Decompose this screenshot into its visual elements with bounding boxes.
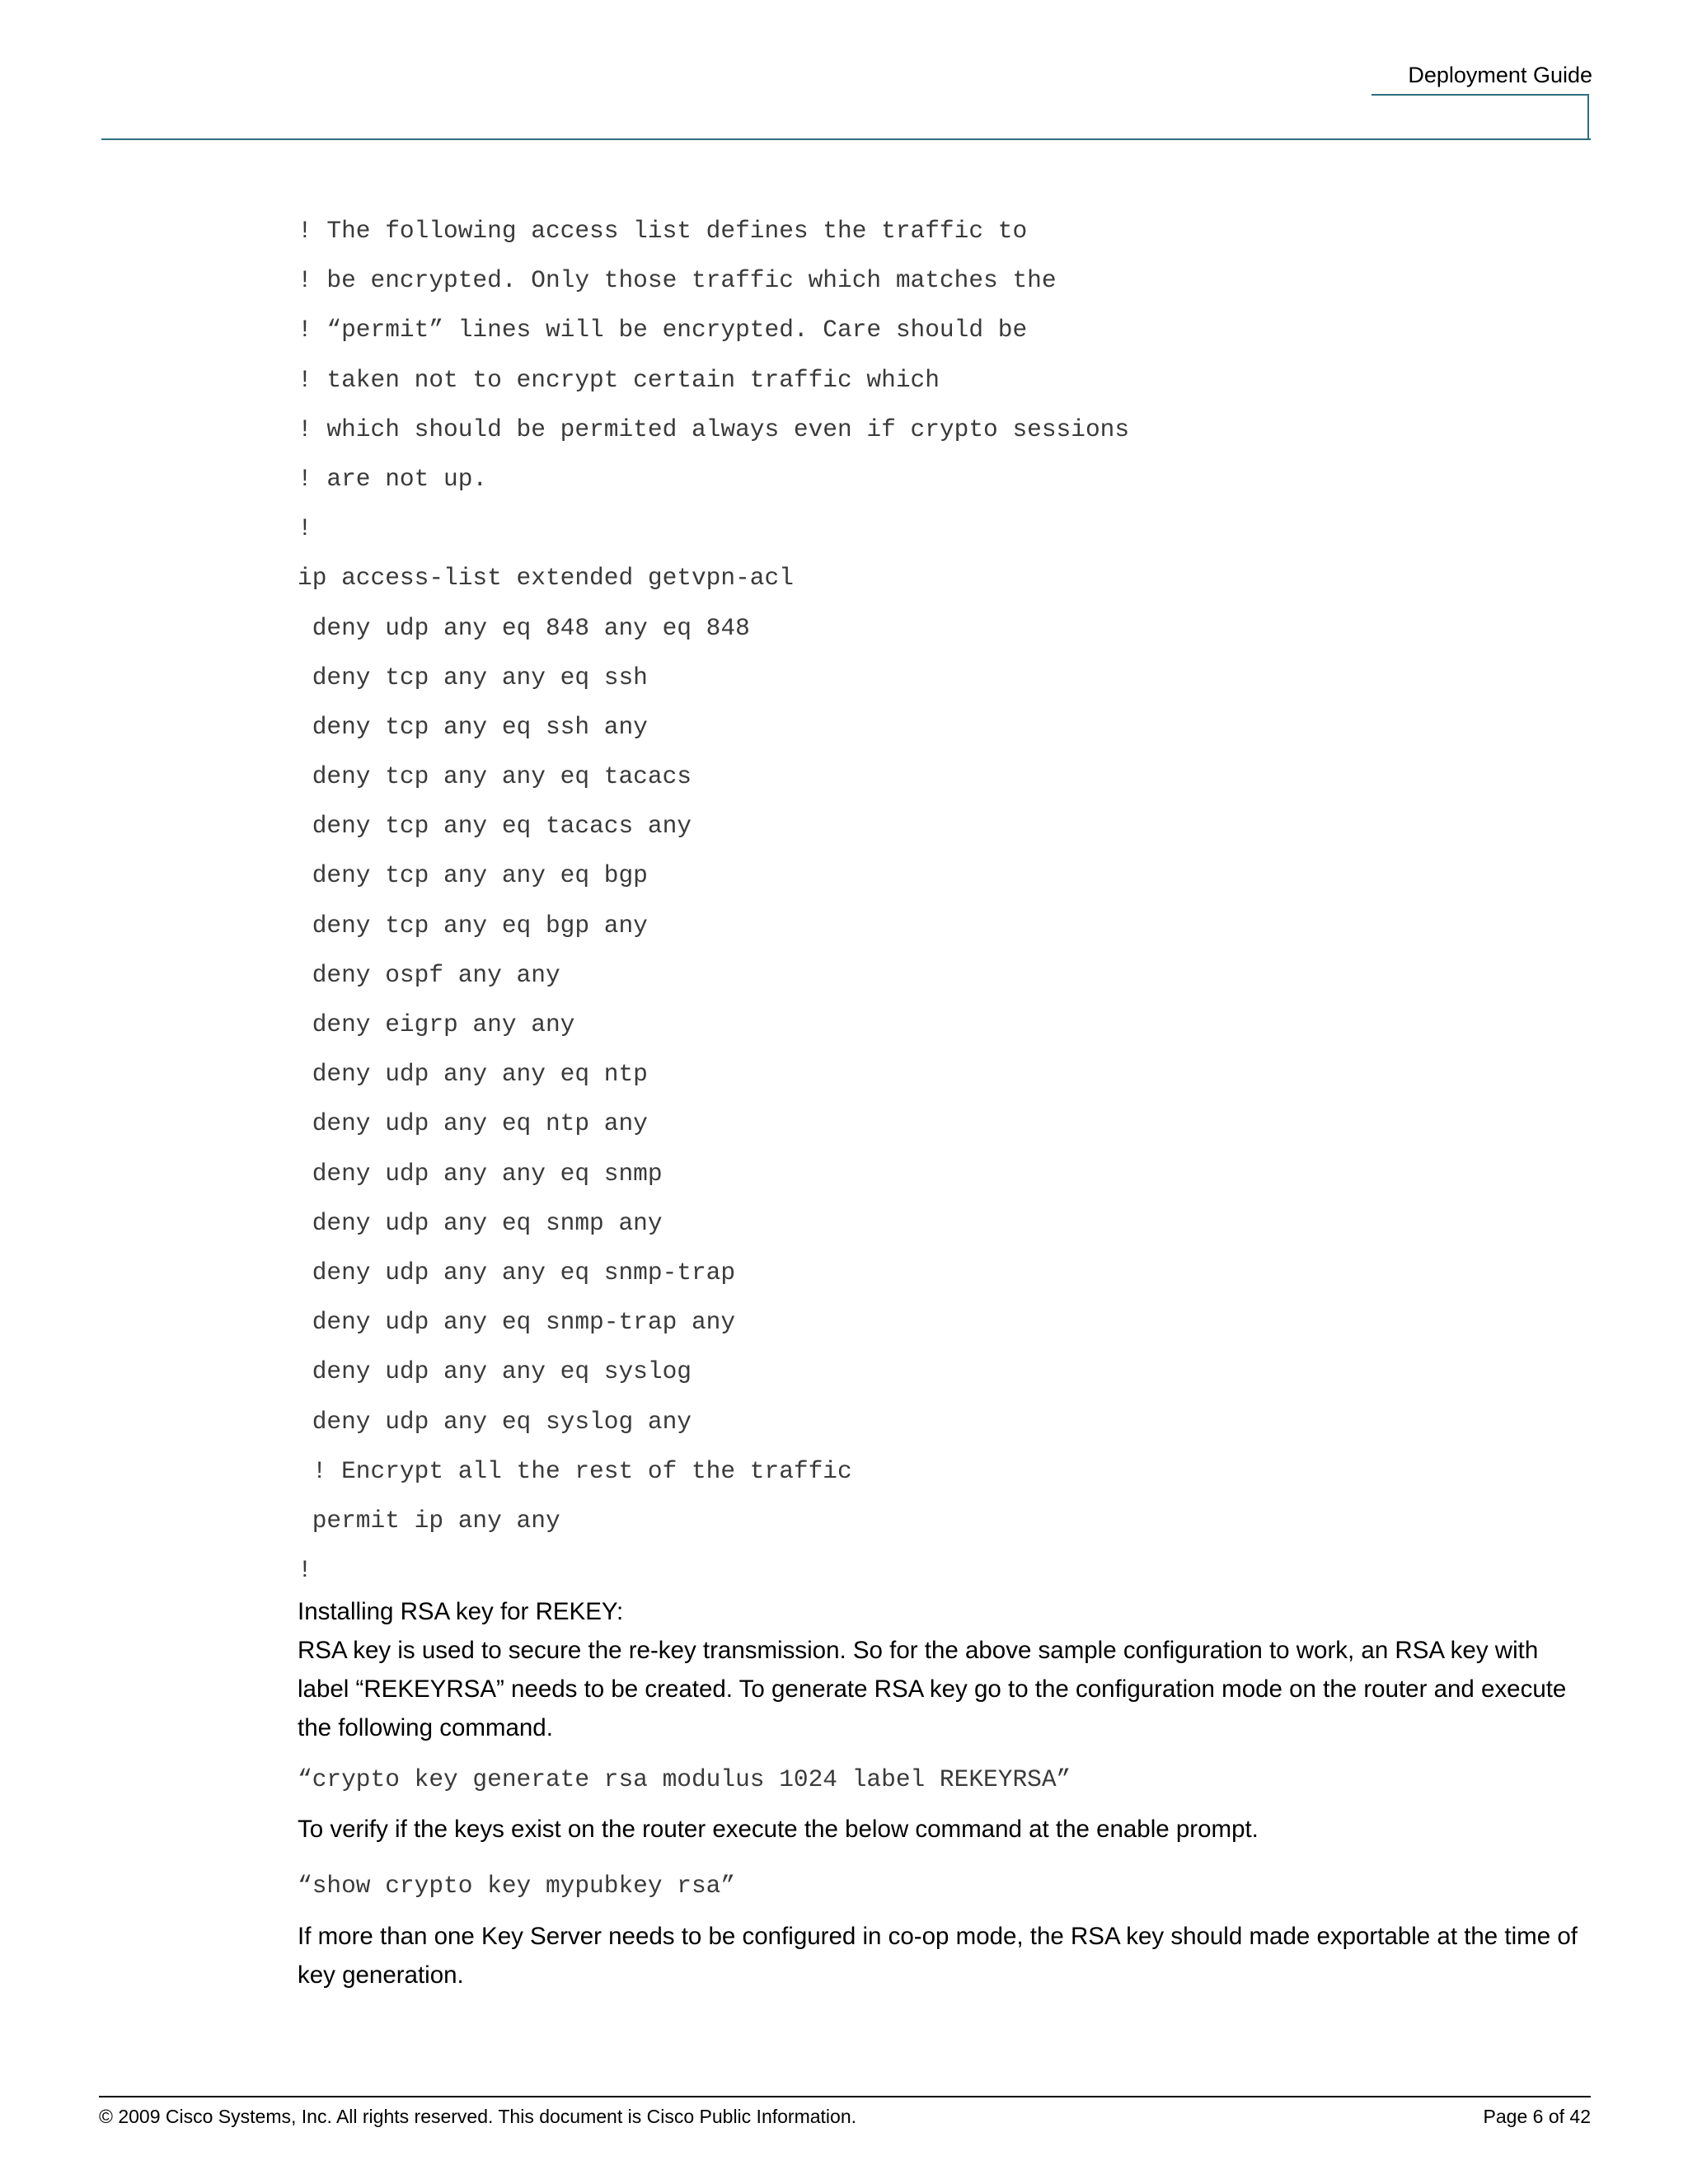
code-line: ! Encrypt all the rest of the traffic <box>298 1456 852 1485</box>
code-line: ! “permit” lines will be encrypted. Care should be <box>298 316 1028 344</box>
code-line: deny udp any eq snmp any <box>298 1208 663 1237</box>
code-line: ! which should be permited always even if crypto sessions <box>298 415 1130 443</box>
footer-rule <box>99 2096 1591 2097</box>
code-line: permit ip any any <box>298 1506 560 1535</box>
section-heading: Installing RSA key for REKEY: <box>298 1598 624 1625</box>
code-line: deny udp any eq 848 any eq 848 <box>298 613 750 642</box>
paragraph-verify-keys: To verify if the keys exist on the router execute the below command at the enable prompt. <box>298 1816 1259 1843</box>
code-line: deny udp any any eq syslog <box>298 1357 692 1386</box>
command-show-key: “show crypto key mypubkey rsa” <box>298 1872 736 1900</box>
code-line: ! be encrypted. Only those traffic which matches the <box>298 266 1057 295</box>
code-block <box>298 206 1129 1595</box>
code-line: deny tcp any eq tacacs any <box>298 812 692 841</box>
code-line: deny udp any any eq snmp <box>298 1159 663 1188</box>
code-line: deny eigrp any any <box>298 1010 575 1038</box>
code-line: deny tcp any any eq bgp <box>298 861 648 890</box>
code-line: deny udp any any eq snmp-trap <box>298 1258 736 1286</box>
code-line: ! <box>298 1556 312 1585</box>
header-rule <box>101 138 1591 140</box>
code-line: deny tcp any eq ssh any <box>298 712 648 741</box>
code-line: deny tcp any any eq tacacs <box>298 762 692 791</box>
header-title: Deployment Guide <box>1408 63 1592 87</box>
code-line: ! <box>298 514 312 543</box>
paragraph-rsa-key: RSA key is used to secure the re-key transmission. So for the above sample configuration to work, an RSA key with label “REKEYRSA” needs to be created. To generate RSA key go to the configuration mode on the router and execute the following command. <box>298 1637 1567 1741</box>
code-line: deny tcp any eq bgp any <box>298 911 648 940</box>
command-generate-rsa: “crypto key generate rsa modulus 1024 label REKEYRSA” <box>298 1765 1071 1793</box>
code-line: ! The following access list defines the traffic to <box>298 217 1028 245</box>
code-line: deny udp any eq snmp-trap any <box>298 1308 736 1337</box>
code-line: deny ospf any any <box>298 960 560 989</box>
code-line: ! taken not to encrypt certain traffic which <box>298 365 940 394</box>
paragraph-coop-mode: If more than one Key Server needs to be configured in co-op mode, the RSA key should made exportable at the time of key generation. <box>298 1923 1578 1989</box>
header-box-decoration <box>1372 94 1589 138</box>
code-line: ip access-list extended getvpn-acl <box>298 564 794 593</box>
code-line: deny tcp any any eq ssh <box>298 663 648 691</box>
footer-copyright: © 2009 Cisco Systems, Inc. All rights reserved. This document is Cisco Public Information. <box>99 2106 857 2127</box>
code-line: deny udp any eq ntp any <box>298 1109 648 1138</box>
code-line: deny udp any any eq ntp <box>298 1060 648 1089</box>
code-line: deny udp any eq syslog any <box>298 1407 692 1436</box>
footer-page-number: Page 6 of 42 <box>1483 2106 1591 2127</box>
code-line: ! are not up. <box>298 464 488 493</box>
